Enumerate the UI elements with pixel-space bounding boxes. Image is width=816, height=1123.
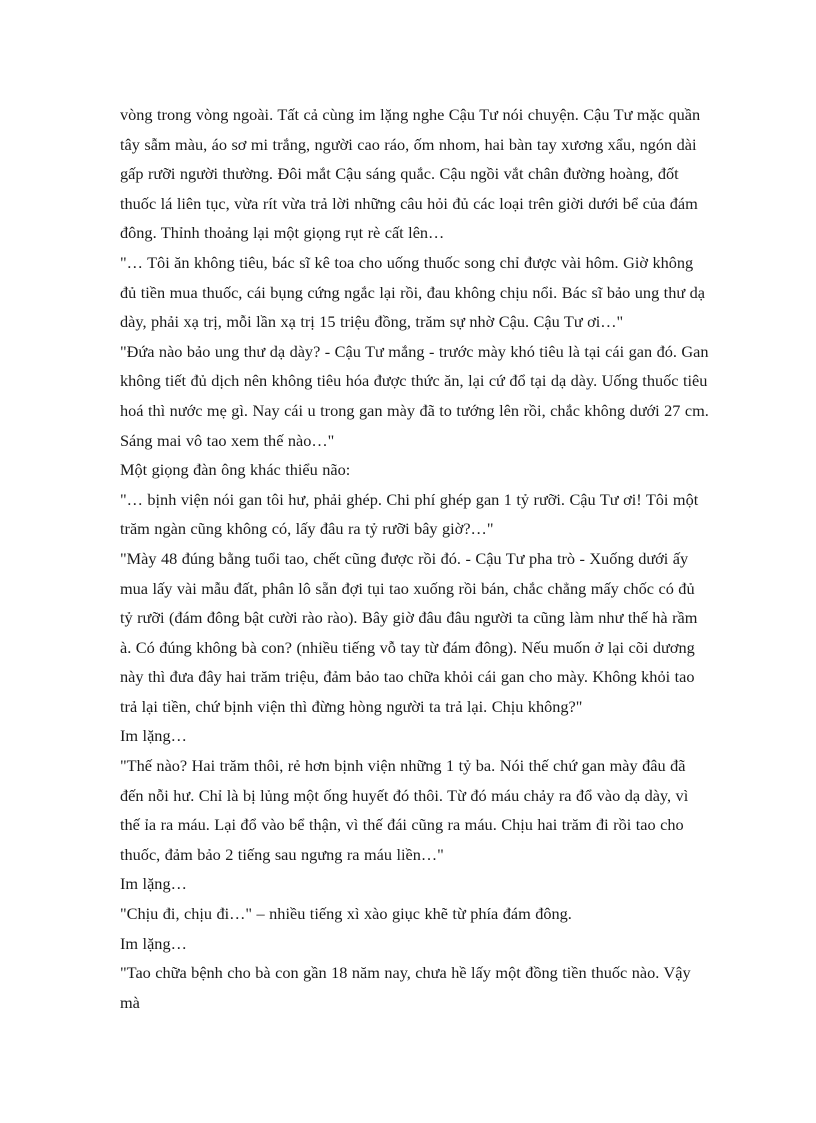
paragraph: Im lặng… [120,933,187,953]
paragraph: "Tao chữa bệnh cho bà con gần 18 năm nay, chưa hề lấy một đồng tiền thuốc nào. Vậy mà [120,963,691,1012]
paragraph: Im lặng… [120,726,187,746]
paragraph: "Chịu đi, chịu đi…" – nhiều tiếng xì xào giục khẽ từ phía đám đông. [120,904,572,924]
body-text [120,100,710,1017]
paragraph: "Thế nào? Hai trăm thôi, rẻ hơn bịnh viện những 1 tỷ ba. Nói thế chứ gan mày đâu đã đến nỗi hư. Chỉ là bị lủng một ống huyết đó thôi. Từ đó máu chảy ra đổ vào dạ dày, vì thế ỉa ra máu. Lại đổ vào bể thận, vì thế đái cũng ra máu. Chịu hai trăm đi rồi tao cho thuốc, đảm bảo 2 tiếng sau ngưng ra máu liền…" [120,756,689,864]
paragraph: Một giọng đàn ông khác thiểu não: [120,460,351,480]
paragraph: "… Tôi ăn không tiêu, bác sĩ kê toa cho uống thuốc song chỉ được vài hôm. Giờ không đủ tiền mua thuốc, cái bụng cứng ngắc lại rồi, đau không chịu nổi. Bác sĩ bảo ung thư dạ dày, phải xạ trị, mỗi lần xạ trị 15 triệu đồng, trăm sự nhờ Cậu. Cậu Tư ơi…" [120,252,706,332]
paragraph: "Mày 48 đúng bằng tuổi tao, chết cũng được rồi đó. - Cậu Tư pha trò - Xuống dưới ấy mua lấy vài mẫu đất, phân lô sẵn đợi tụi tao xuống rồi bán, chắc chẳng mấy chốc có đủ tỷ rưỡi (đám đông bật cười rào rào). Bây giờ đâu đâu người ta cũng làm như thế hà rầm à. Có đúng không bà con? (nhiều tiếng vỗ tay từ đám đông). Nếu muốn ở lại cõi dương này thì đưa đây hai trăm triệu, đảm bảo tao chữa khỏi cái gan cho mày. Không khỏi tao trả lại tiền, chứ bịnh viện thì đừng hòng người ta trả lại. Chịu không?" [120,548,698,716]
paragraph: Im lặng… [120,874,187,894]
paragraph: "Đứa nào bảo ung thư dạ dày? - Cậu Tư mắng - trước mày khó tiêu là tại cái gan đó. Gan không tiết đủ dịch nên không tiêu hóa được thức ăn, lại cứ đổ tại dạ dày. Uống thuốc tiêu hoá thì nước mẹ gì. Nay cái u trong gan mày đã to tướng lên rồi, chắc không dưới 27 cm. Sáng mai vô tao xem thế nào…" [120,341,709,450]
paragraph: vòng trong vòng ngoài. Tất cả cùng im lặng nghe Cậu Tư nói chuyện. Cậu Tư mặc quần tây sẫm màu, áo sơ mi trắng, người cao ráo, ốm nhom, hai bàn tay xương xẩu, ngón dài gấp rưỡi người thường. Đôi mắt Cậu sáng quắc. Cậu ngồi vắt chân đường hoàng, đốt thuốc lá liên tục, vừa rít vừa trả lời những câu hỏi đủ các loại trên giời dưới bể của đám đông. Thỉnh thoảng lại một giọng rụt rè cất lên… [120,105,701,243]
paragraph: "… bịnh viện nói gan tôi hư, phải ghép. Chi phí ghép gan 1 tỷ rưỡi. Cậu Tư ơi! Tôi một trăm ngàn cũng không có, lấy đâu ra tỷ rưỡi bây giờ?…" [120,489,699,539]
